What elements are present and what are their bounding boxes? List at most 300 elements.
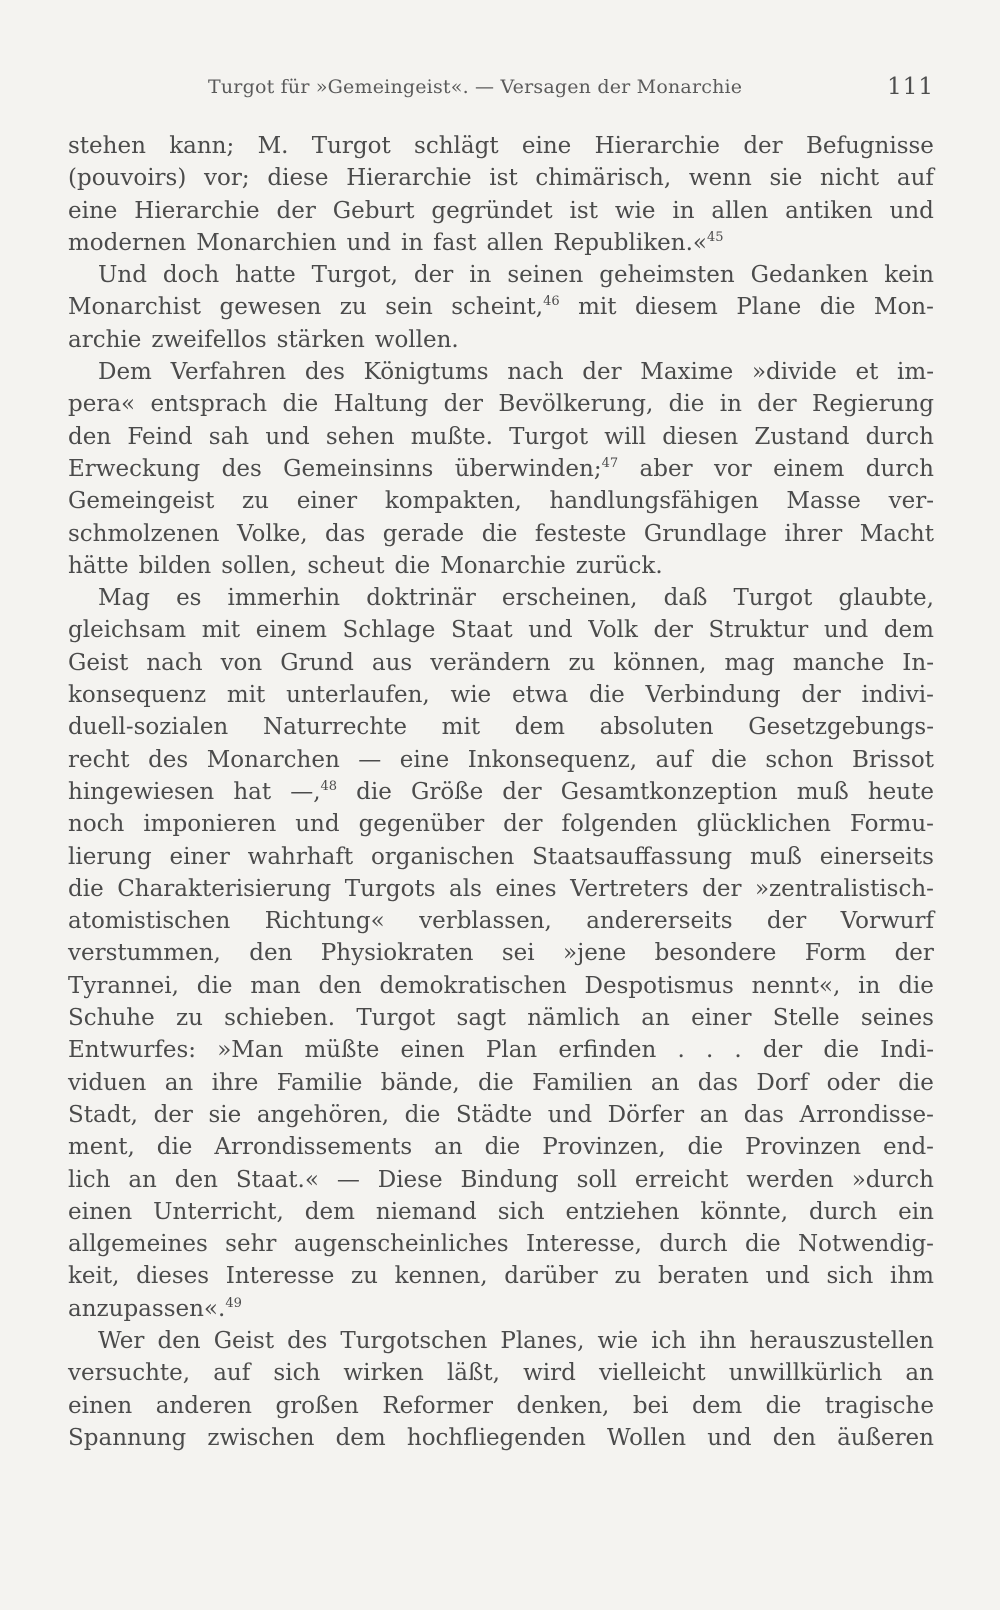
word: nämlich (527, 1005, 621, 1032)
word: seinen (507, 262, 584, 289)
word: an (128, 1166, 157, 1193)
text-line (68, 1164, 934, 1196)
text-line (68, 1357, 934, 1389)
word: ment, (68, 1134, 135, 1161)
word: einem (255, 617, 327, 644)
word: der (503, 811, 543, 838)
word: . (734, 1037, 742, 1064)
word: die (478, 1069, 514, 1096)
word: Turgot, (311, 262, 398, 289)
word: Staat.« (235, 1166, 319, 1193)
word: des (304, 359, 345, 386)
word: das (743, 1101, 784, 1128)
word: soll (576, 1166, 617, 1193)
word: des (287, 1327, 328, 1354)
word: und (295, 811, 340, 838)
word: hat (233, 778, 272, 805)
word: kann; (169, 133, 235, 159)
word: atomistischen (68, 908, 231, 935)
word: den (68, 423, 112, 450)
word: der (276, 197, 316, 224)
word: Volke, (236, 520, 308, 547)
word: archie (68, 326, 142, 353)
word: modernen (68, 229, 187, 256)
word: lierung (68, 843, 152, 870)
word: Geist (68, 649, 129, 676)
word: großen (275, 1392, 359, 1419)
word: in (401, 229, 424, 256)
text-line (68, 1228, 934, 1260)
text-line (68, 1034, 934, 1066)
text-line (68, 550, 934, 582)
word: Volk (588, 617, 638, 644)
word: Provinzen (745, 1134, 862, 1161)
text-line (68, 1099, 934, 1131)
word: . (705, 1037, 714, 1064)
word: augenscheinliches (293, 1231, 509, 1258)
word: zu (242, 488, 269, 515)
word: die (898, 972, 934, 999)
text-line (68, 841, 934, 873)
text-line (68, 130, 934, 162)
word: doch (162, 262, 220, 289)
word: Schlage (342, 617, 436, 644)
word: glaubte, (838, 585, 934, 612)
word: sich (826, 1263, 874, 1290)
word: ihrer (784, 520, 843, 547)
word: zweifellos (151, 326, 267, 353)
word: dem (514, 714, 565, 741)
word: einer (169, 843, 230, 870)
word: Staat (451, 617, 513, 644)
word: etwa (511, 682, 569, 709)
word: ist (489, 165, 518, 192)
word: zu (339, 294, 367, 321)
word: die (765, 1392, 802, 1419)
word: organischen (370, 843, 515, 870)
word: Reformer (382, 1392, 494, 1419)
word: indivi- (861, 682, 934, 709)
word: Turgots (344, 875, 436, 902)
word: Macht (859, 520, 934, 547)
word: Familie (276, 1069, 363, 1096)
text-line (68, 356, 934, 388)
word: ihre (211, 1069, 259, 1096)
word: Erweckung (68, 455, 201, 482)
word: und (528, 617, 573, 644)
word: mag (724, 649, 775, 676)
word: der (653, 617, 693, 644)
word: der (582, 359, 622, 386)
word: die (668, 391, 705, 418)
word: beraten (658, 1263, 749, 1290)
word: der (762, 1037, 803, 1064)
word: hatte (235, 262, 296, 289)
word: Richtung« (264, 908, 385, 935)
word: die (687, 1134, 724, 1161)
word: gewesen (219, 294, 322, 321)
word: Turgotschen (340, 1327, 488, 1354)
word: verändern (430, 649, 551, 676)
word: die (898, 1069, 934, 1096)
text-line (68, 970, 934, 1002)
word: gegenüber (358, 811, 485, 838)
word: erfinden (558, 1037, 657, 1064)
word: sich (497, 1198, 545, 1225)
word: Bindung (460, 1166, 559, 1193)
word: wollen. (374, 326, 459, 353)
word: allen (486, 229, 544, 256)
word: — (358, 746, 382, 773)
word: stärken (276, 326, 365, 353)
word: und (889, 197, 934, 224)
word: wird (523, 1360, 576, 1387)
word: Geburt (332, 197, 415, 224)
word: mit (201, 617, 241, 644)
word: einerseits (819, 843, 934, 870)
word: des (221, 455, 262, 482)
word: geheimsten (599, 262, 735, 289)
word: Und (98, 262, 147, 289)
word: chimärisch, (535, 165, 672, 192)
word: Diese (377, 1166, 443, 1193)
word: durch (865, 423, 934, 450)
word: eine (399, 746, 450, 773)
footnote-ref: 46 (543, 294, 560, 310)
word: zu (614, 1263, 642, 1290)
word: an (650, 1069, 680, 1096)
word: sich (273, 1360, 321, 1387)
word: anderen (155, 1392, 252, 1419)
word: Arrondisse- (799, 1101, 934, 1128)
word: müßte (304, 1037, 380, 1064)
word: einen (68, 1198, 133, 1225)
word: erscheinen, (501, 585, 638, 612)
word: lich (68, 1166, 111, 1193)
word: gegründet (431, 197, 553, 224)
word: —,$^{48}$ (290, 778, 338, 805)
word: Maxime (640, 359, 734, 386)
word: Königtums (363, 359, 489, 386)
word: die (819, 294, 856, 321)
word: Tyrannei, (68, 972, 179, 999)
word: In- (902, 649, 934, 676)
word: der (443, 391, 483, 418)
text-line (68, 582, 934, 614)
word: sollen, (221, 552, 298, 579)
word: imponieren (143, 811, 277, 838)
word: einer (296, 488, 358, 515)
word: konsequenz (68, 682, 207, 709)
word: »divide (751, 359, 837, 386)
word: als (449, 875, 482, 902)
word: Verfahren (170, 359, 287, 386)
word: scheint,$^{46}$ (451, 294, 560, 321)
word: oder (826, 1069, 880, 1096)
text-line (68, 937, 934, 969)
word: und (707, 1424, 752, 1451)
word: kein (884, 262, 934, 289)
word: die (394, 552, 431, 579)
word: wirken (343, 1360, 424, 1387)
word: schon (765, 746, 834, 773)
word: Republiken.«$^{45}$ (553, 229, 724, 256)
word: muß (749, 843, 802, 870)
word: handlungsfähigen (549, 488, 759, 515)
word: Städte (455, 1101, 533, 1128)
word: festeste (534, 520, 627, 547)
word: verstummen, (68, 940, 221, 967)
word: Indi- (880, 1037, 934, 1064)
word: ihm (890, 1263, 934, 1290)
word: können, (613, 649, 707, 676)
word: sehen (325, 423, 395, 450)
word: fast (433, 229, 477, 256)
word: mit (441, 714, 481, 741)
word: ein (898, 1198, 934, 1225)
word: mit (226, 682, 266, 709)
word: Naturrechte (262, 714, 407, 741)
word: vor (713, 455, 752, 482)
word: Formu- (849, 811, 934, 838)
word: sie (208, 1101, 242, 1128)
word: noch (68, 811, 125, 838)
word: demokratischen (379, 972, 567, 999)
word: die (744, 1231, 781, 1258)
word: äußeren (837, 1424, 934, 1451)
word: entsprach (150, 391, 268, 418)
running-head-title: Turgot für »Gemeingeist«. — Versagen der Monarchie (208, 76, 743, 98)
word: wie (597, 1327, 639, 1354)
word: scheut (307, 552, 385, 579)
footnote-ref: 48 (320, 778, 338, 794)
word: Wollen (607, 1424, 687, 1451)
word: Turgot (356, 1005, 436, 1032)
word: diesem (634, 294, 718, 321)
word: Grund (280, 649, 354, 676)
word: nennt«, (751, 972, 841, 999)
word: der (743, 133, 783, 159)
word: von (220, 649, 263, 676)
word: den (249, 940, 293, 967)
word: durch (865, 455, 934, 482)
word: in (858, 972, 881, 999)
word: zwischen (207, 1424, 315, 1451)
word: sagt (456, 1005, 507, 1032)
word: daß (663, 585, 708, 612)
word: an (641, 1005, 670, 1032)
text-line (68, 291, 934, 323)
word: recht (68, 746, 130, 773)
word: M. (257, 133, 289, 159)
word: einem (773, 455, 845, 482)
word: doktrinär (366, 585, 476, 612)
word: eines (495, 875, 557, 902)
word: Provinzen, (542, 1134, 666, 1161)
text-line (68, 1131, 934, 1163)
word: den (157, 1327, 201, 1354)
word: Gesetzgebungs- (748, 714, 934, 741)
word: auf (213, 1360, 251, 1387)
word: Gesamtkonzeption (560, 778, 778, 805)
word: und (823, 617, 869, 644)
word: die (711, 746, 747, 773)
text-line (68, 1325, 934, 1357)
word: die (484, 1134, 521, 1161)
word: allen (711, 197, 769, 224)
word: in (672, 197, 695, 224)
word: Familien (532, 1069, 633, 1096)
text-line (68, 614, 934, 646)
word: Feind (127, 423, 193, 450)
word: »jene (563, 940, 627, 967)
word: an (699, 1101, 729, 1128)
word: »zentralistisch- (754, 875, 934, 902)
word: diese (267, 165, 329, 192)
word: keit, (68, 1263, 120, 1290)
word: Turgot (733, 585, 813, 612)
word: folgenden (561, 811, 678, 838)
text-line (68, 1067, 934, 1099)
word: des (148, 746, 189, 773)
word: Grundlage (643, 520, 767, 547)
word: sei (501, 940, 535, 967)
word: diesen (662, 423, 739, 450)
word: Mon- (873, 294, 934, 321)
word: der (153, 1101, 193, 1128)
word: Monarchist (68, 294, 202, 321)
word: zu (350, 1263, 378, 1290)
word: sein (385, 294, 433, 321)
word: Gemeinsinns (283, 455, 434, 482)
word: der (502, 778, 542, 805)
word: das (697, 1069, 739, 1096)
word: Brissot (852, 746, 934, 773)
word: den (772, 1424, 816, 1451)
word: herauszustellen (749, 1327, 934, 1354)
word: sehr (225, 1231, 277, 1258)
text-line (68, 518, 934, 550)
word: dem (883, 617, 934, 644)
word: die (156, 1134, 193, 1161)
word: der (757, 391, 797, 418)
word: Gedanken (750, 262, 869, 289)
word: der (766, 908, 807, 935)
word: im- (897, 359, 934, 386)
word: könnte, (700, 1198, 789, 1225)
word: in (469, 262, 492, 289)
word: dem (304, 1198, 355, 1225)
word: »durch (851, 1166, 934, 1193)
word: zu (568, 649, 596, 676)
word: . (677, 1037, 685, 1064)
word: mit (578, 294, 617, 321)
word: Hierarchie (594, 133, 720, 159)
word: — (336, 1166, 360, 1193)
word: an (434, 1134, 463, 1161)
word: sie (769, 165, 803, 192)
word: und (765, 1263, 810, 1290)
text-line (68, 1390, 934, 1422)
word: läßt, (446, 1360, 500, 1387)
word: antiken (785, 197, 873, 224)
word: Vertreters (570, 875, 689, 902)
word: Monarchen (206, 746, 340, 773)
word: auf (896, 165, 934, 192)
word: Regierung (812, 391, 934, 418)
word: Gemeingeist (68, 488, 215, 515)
word: werden (746, 1166, 834, 1193)
word: Struktur (708, 617, 809, 644)
word: durch (808, 1198, 878, 1225)
word: Despotismus (584, 972, 734, 999)
word: allgemeines (68, 1231, 208, 1258)
word: aber (639, 455, 693, 482)
word: kennen, (394, 1263, 488, 1290)
word: Form (804, 940, 867, 967)
text-line (68, 162, 934, 194)
running-head (68, 74, 934, 104)
word: andererseits (586, 908, 733, 935)
word: Monarchie (440, 552, 566, 579)
word: und (265, 423, 310, 450)
word: nach (146, 649, 203, 676)
word: Turgot (311, 133, 391, 159)
word: sah (208, 423, 250, 450)
text-line (68, 227, 934, 259)
word: mußte. (410, 423, 493, 450)
word: pera« (68, 391, 136, 418)
text-line (68, 324, 934, 356)
word: schmolzenen (68, 520, 220, 547)
word: an (905, 1360, 934, 1387)
word: Wer (98, 1327, 145, 1354)
word: gerade (382, 520, 465, 547)
word: aus (371, 649, 413, 676)
word: Geist (213, 1327, 275, 1354)
word: Stadt, (68, 1101, 138, 1128)
word: Arrondissements (214, 1134, 413, 1161)
word: unterlaufen, (286, 682, 430, 709)
word: durch (659, 1231, 728, 1258)
word: Spannung (68, 1424, 187, 1451)
text-line (68, 1293, 934, 1325)
word: Befugnisse (805, 133, 934, 159)
word: die (356, 778, 392, 805)
word: Größe (410, 778, 484, 805)
word: bei (632, 1392, 669, 1419)
text-line (68, 1260, 934, 1292)
word: heute (867, 778, 934, 805)
text-line (68, 711, 934, 743)
word: unwillkürlich (728, 1360, 883, 1387)
text-line (68, 1422, 934, 1454)
word: Charakterisierung (117, 875, 332, 902)
word: Masse (786, 488, 861, 515)
word: Unterricht, (153, 1198, 284, 1225)
word: es (176, 585, 202, 612)
word: Hierarchie (134, 197, 260, 224)
word: das (325, 520, 366, 547)
word: wenn (688, 165, 752, 192)
word: darüber (504, 1263, 598, 1290)
word: zurück. (575, 552, 663, 579)
word: anzupassen«.$^{49}$ (68, 1295, 242, 1322)
word: denken, (516, 1392, 610, 1419)
word: duell-sozialen (68, 714, 229, 741)
word: Plane (736, 294, 802, 321)
word: gleichsam (68, 617, 187, 644)
